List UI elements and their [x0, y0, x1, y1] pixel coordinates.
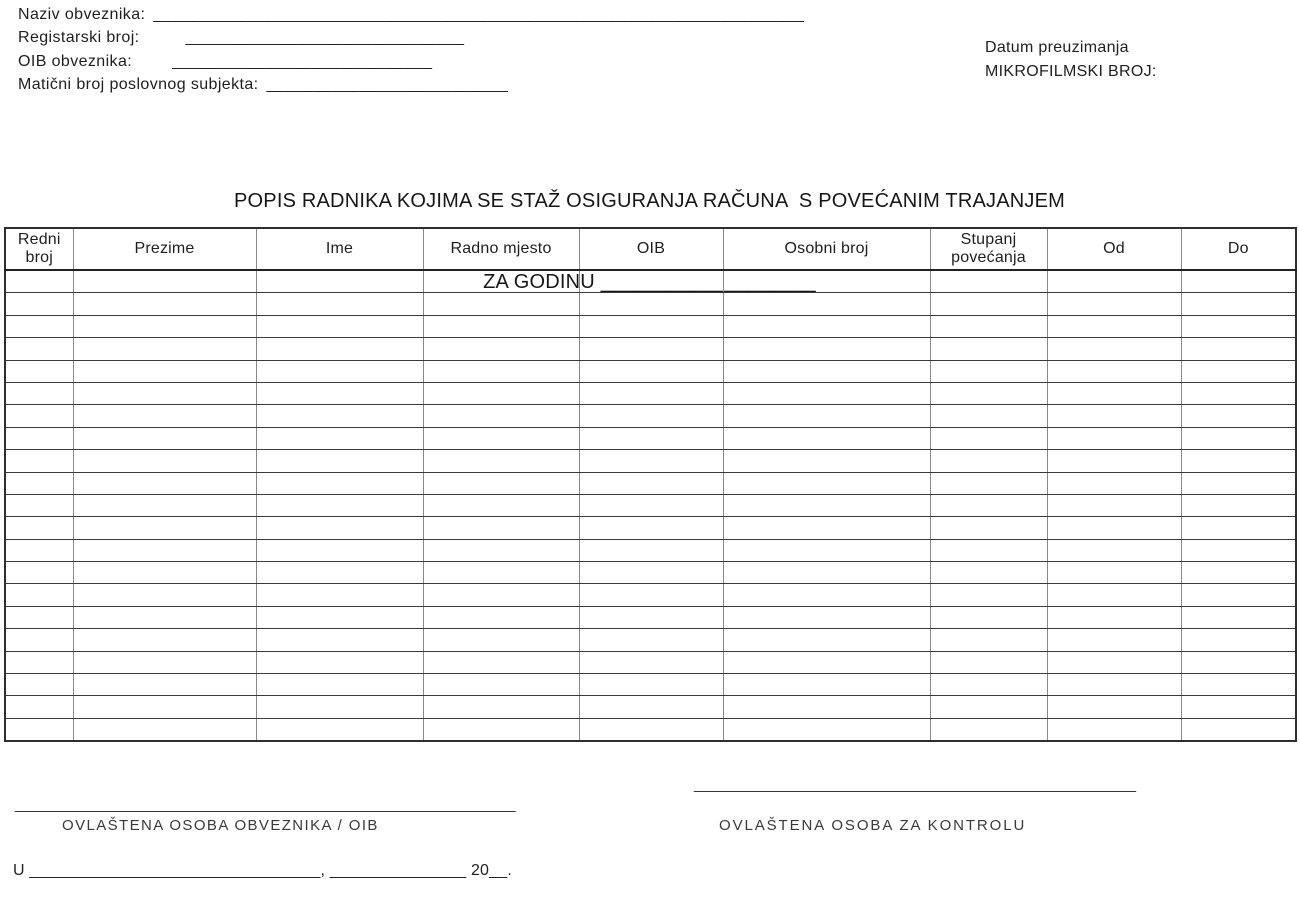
table-cell [5, 517, 73, 539]
table-cell [423, 562, 579, 584]
table-cell [579, 450, 723, 472]
table-row [5, 427, 1296, 449]
table-cell [930, 651, 1047, 673]
table-row [5, 539, 1296, 561]
table-cell [1181, 427, 1296, 449]
column-header-5: Osobni broj [723, 228, 930, 270]
place-date-line: U ________________________________, _______________ 20__. [13, 862, 513, 879]
table-cell [73, 718, 256, 741]
table-cell [1047, 427, 1181, 449]
field-row-3 [18, 76, 804, 99]
table-cell [423, 696, 579, 718]
table-cell [723, 405, 930, 427]
table-cell [579, 606, 723, 628]
table-cell [256, 450, 423, 472]
table-cell [930, 562, 1047, 584]
table-cell [1181, 338, 1296, 360]
table-cell [73, 360, 256, 382]
table-cell [5, 315, 73, 337]
table-cell [579, 293, 723, 315]
table-cell [423, 606, 579, 628]
field-label: Matični broj poslovnog subjekta: [18, 75, 259, 93]
table-cell [256, 517, 423, 539]
table-row [5, 584, 1296, 606]
table-cell [1181, 293, 1296, 315]
table-cell [723, 427, 930, 449]
table-cell [1047, 293, 1181, 315]
table-cell [930, 270, 1047, 293]
form-title-line2: ZA GODINU ___________________ [483, 271, 816, 293]
table-cell [423, 629, 579, 651]
table-cell [423, 427, 579, 449]
table-cell [423, 315, 579, 337]
table-cell [1181, 315, 1296, 337]
pickup-info-block [985, 36, 1157, 84]
table-cell [423, 539, 579, 561]
table-cell [723, 517, 930, 539]
table-cell [579, 427, 723, 449]
table-cell [723, 629, 930, 651]
column-header-3: Radno mjesto [423, 228, 579, 270]
table-cell [73, 584, 256, 606]
table-cell [423, 450, 579, 472]
table-cell [1181, 517, 1296, 539]
field-blank-line: __________________________ [266, 75, 509, 93]
table-cell [5, 338, 73, 360]
field-label: OIB obveznika: [18, 52, 133, 70]
field-label: Registarski broj: [18, 29, 140, 47]
table-cell [73, 293, 256, 315]
table-cell [256, 651, 423, 673]
table-cell [1047, 338, 1181, 360]
table-row [5, 270, 1296, 293]
table-row [5, 651, 1296, 673]
table-cell [1181, 405, 1296, 427]
table-cell [423, 651, 579, 673]
table-cell [73, 427, 256, 449]
table-cell [930, 450, 1047, 472]
table-cell [423, 382, 579, 404]
table-cell [1047, 584, 1181, 606]
table-cell [73, 382, 256, 404]
table-cell [73, 338, 256, 360]
table-cell [73, 562, 256, 584]
table-cell [73, 472, 256, 494]
table-cell [1047, 517, 1181, 539]
table-cell [73, 606, 256, 628]
table-cell [5, 651, 73, 673]
table-cell [423, 338, 579, 360]
obligor-signature-caption: OVLAŠTENA OSOBA OBVEZNIKA / OIB [62, 817, 379, 834]
workers-table-body [5, 270, 1296, 741]
control-signature-line: _____________________________________________________ [694, 776, 1137, 793]
table-cell [423, 517, 579, 539]
table-cell [723, 562, 930, 584]
table-row [5, 338, 1296, 360]
table-cell [423, 718, 579, 741]
table-cell [256, 472, 423, 494]
header-row [5, 228, 1296, 270]
table-cell [1047, 405, 1181, 427]
column-header-0: Redni broj [5, 228, 73, 270]
table-cell [5, 494, 73, 516]
table-cell [1181, 270, 1296, 293]
table-cell [5, 472, 73, 494]
table-cell [5, 382, 73, 404]
datum-preuzimanja-label: Datum preuzimanja [985, 39, 1129, 56]
table-cell [1047, 674, 1181, 696]
table-cell [256, 360, 423, 382]
table-cell [930, 472, 1047, 494]
table-cell [930, 718, 1047, 741]
table-cell [256, 293, 423, 315]
table-cell [5, 606, 73, 628]
table-cell [1181, 718, 1296, 741]
table-cell [723, 696, 930, 718]
table-cell [1047, 450, 1181, 472]
table-cell [930, 674, 1047, 696]
table-cell [423, 674, 579, 696]
field-blank-line: ______________________________ [185, 29, 465, 47]
table-cell [256, 718, 423, 741]
table-cell [723, 606, 930, 628]
table-cell [579, 270, 723, 293]
table-row [5, 472, 1296, 494]
table-cell [1181, 674, 1296, 696]
table-cell [73, 674, 256, 696]
table-cell [723, 338, 930, 360]
table-cell [423, 494, 579, 516]
table-cell [1181, 450, 1296, 472]
table-cell [73, 405, 256, 427]
table-cell [256, 494, 423, 516]
mikrofilmski-broj-label: MIKROFILMSKI BROJ: [985, 63, 1157, 80]
control-signature-caption: OVLAŠTENA OSOBA ZA KONTROLU [719, 817, 1027, 834]
table-cell [423, 293, 579, 315]
table-cell [1181, 606, 1296, 628]
table-cell [579, 696, 723, 718]
table-cell [1047, 472, 1181, 494]
table-cell [579, 562, 723, 584]
table-cell [1047, 696, 1181, 718]
table-cell [930, 315, 1047, 337]
field-blank-line: ____________________________ [172, 52, 433, 70]
column-header-2: Ime [256, 228, 423, 270]
table-cell [930, 606, 1047, 628]
table-cell [256, 562, 423, 584]
table-cell [5, 427, 73, 449]
table-cell [256, 584, 423, 606]
table-cell [723, 270, 930, 293]
table-cell [723, 315, 930, 337]
table-cell [723, 293, 930, 315]
table-cell [423, 360, 579, 382]
field-blank-line: ______________________________________________________________________ [153, 6, 805, 23]
table-cell [579, 651, 723, 673]
table-cell [423, 270, 579, 293]
table-row [5, 315, 1296, 337]
field-row-2 [18, 53, 804, 76]
table-cell [73, 450, 256, 472]
table-cell [5, 584, 73, 606]
table-cell [723, 450, 930, 472]
table-cell [930, 696, 1047, 718]
table-row [5, 718, 1296, 741]
table-cell [930, 517, 1047, 539]
table-cell [723, 472, 930, 494]
table-cell [1047, 606, 1181, 628]
table-cell [930, 382, 1047, 404]
table-cell [1047, 651, 1181, 673]
table-cell [723, 382, 930, 404]
table-cell [579, 315, 723, 337]
table-cell [5, 405, 73, 427]
table-row [5, 360, 1296, 382]
table-cell [930, 293, 1047, 315]
table-cell [579, 338, 723, 360]
table-row [5, 382, 1296, 404]
table-row [5, 674, 1296, 696]
table-row [5, 606, 1296, 628]
column-header-8: Do [1181, 228, 1296, 270]
table-cell [1181, 382, 1296, 404]
table-cell [5, 562, 73, 584]
table-cell [579, 584, 723, 606]
table-row [5, 629, 1296, 651]
table-cell [5, 718, 73, 741]
table-cell [1047, 562, 1181, 584]
table-cell [1181, 360, 1296, 382]
field-row-0 [18, 6, 804, 29]
table-cell [73, 629, 256, 651]
table-cell [5, 696, 73, 718]
table-cell [1181, 472, 1296, 494]
table-cell [579, 517, 723, 539]
table-cell [73, 517, 256, 539]
field-row-1 [18, 29, 804, 52]
table-cell [256, 696, 423, 718]
table-cell [579, 539, 723, 561]
table-cell [73, 270, 256, 293]
table-row [5, 517, 1296, 539]
table-cell [5, 629, 73, 651]
table-cell [73, 315, 256, 337]
workers-table [4, 227, 1297, 742]
table-cell [930, 338, 1047, 360]
form-title-line1: POPIS RADNIKA KOJIMA SE STAŽ OSIGURANJA RAČUNA S POVEĆANIM TRAJANJEM [233, 190, 1065, 212]
table-row [5, 562, 1296, 584]
field-label: Naziv obveznika: [18, 6, 146, 23]
table-cell [1181, 696, 1296, 718]
table-cell [256, 270, 423, 293]
column-header-6: Stupanj povećanja [930, 228, 1047, 270]
table-cell [256, 405, 423, 427]
table-cell [5, 293, 73, 315]
table-cell [5, 674, 73, 696]
table-cell [930, 360, 1047, 382]
table-cell [256, 315, 423, 337]
table-row [5, 293, 1296, 315]
table-cell [256, 382, 423, 404]
table-cell [579, 472, 723, 494]
table-cell [1047, 360, 1181, 382]
table-cell [1181, 494, 1296, 516]
table-cell [723, 360, 930, 382]
table-cell [930, 584, 1047, 606]
table-row [5, 696, 1296, 718]
table-cell [1047, 270, 1181, 293]
table-cell [1047, 315, 1181, 337]
table-cell [423, 472, 579, 494]
table-cell [723, 651, 930, 673]
table-cell [723, 674, 930, 696]
table-row [5, 494, 1296, 516]
table-cell [579, 494, 723, 516]
table-cell [930, 539, 1047, 561]
column-header-4: OIB [579, 228, 723, 270]
table-cell [5, 270, 73, 293]
table-cell [256, 674, 423, 696]
table-cell [73, 696, 256, 718]
table-cell [579, 629, 723, 651]
table-cell [723, 584, 930, 606]
table-cell [1181, 629, 1296, 651]
table-cell [930, 405, 1047, 427]
table-cell [579, 718, 723, 741]
table-cell [256, 338, 423, 360]
column-header-7: Od [1047, 228, 1181, 270]
table-row [5, 405, 1296, 427]
table-cell [1047, 718, 1181, 741]
table-cell [579, 382, 723, 404]
table-cell [5, 539, 73, 561]
table-cell [1047, 382, 1181, 404]
table-cell [1047, 494, 1181, 516]
table-cell [423, 584, 579, 606]
table-cell [1181, 584, 1296, 606]
table-cell [256, 539, 423, 561]
table-cell [930, 427, 1047, 449]
table-cell [1181, 539, 1296, 561]
workers-table-header [5, 228, 1296, 270]
table-cell [1181, 562, 1296, 584]
table-cell [723, 539, 930, 561]
obligor-signature-line: ____________________________________________________________ [15, 796, 516, 813]
table-cell [5, 360, 73, 382]
table-cell [256, 427, 423, 449]
table-cell [723, 718, 930, 741]
table-row [5, 450, 1296, 472]
table-cell [73, 651, 256, 673]
column-header-1: Prezime [73, 228, 256, 270]
table-cell [423, 405, 579, 427]
table-cell [930, 494, 1047, 516]
table-cell [5, 450, 73, 472]
obligor-info-block [18, 6, 804, 99]
table-cell [723, 494, 930, 516]
table-cell [579, 405, 723, 427]
table-cell [1181, 651, 1296, 673]
table-cell [256, 606, 423, 628]
table-cell [579, 360, 723, 382]
table-cell [1047, 539, 1181, 561]
table-cell [930, 629, 1047, 651]
table-cell [1047, 629, 1181, 651]
table-cell [73, 539, 256, 561]
table-cell [579, 674, 723, 696]
table-cell [256, 629, 423, 651]
table-cell [73, 494, 256, 516]
